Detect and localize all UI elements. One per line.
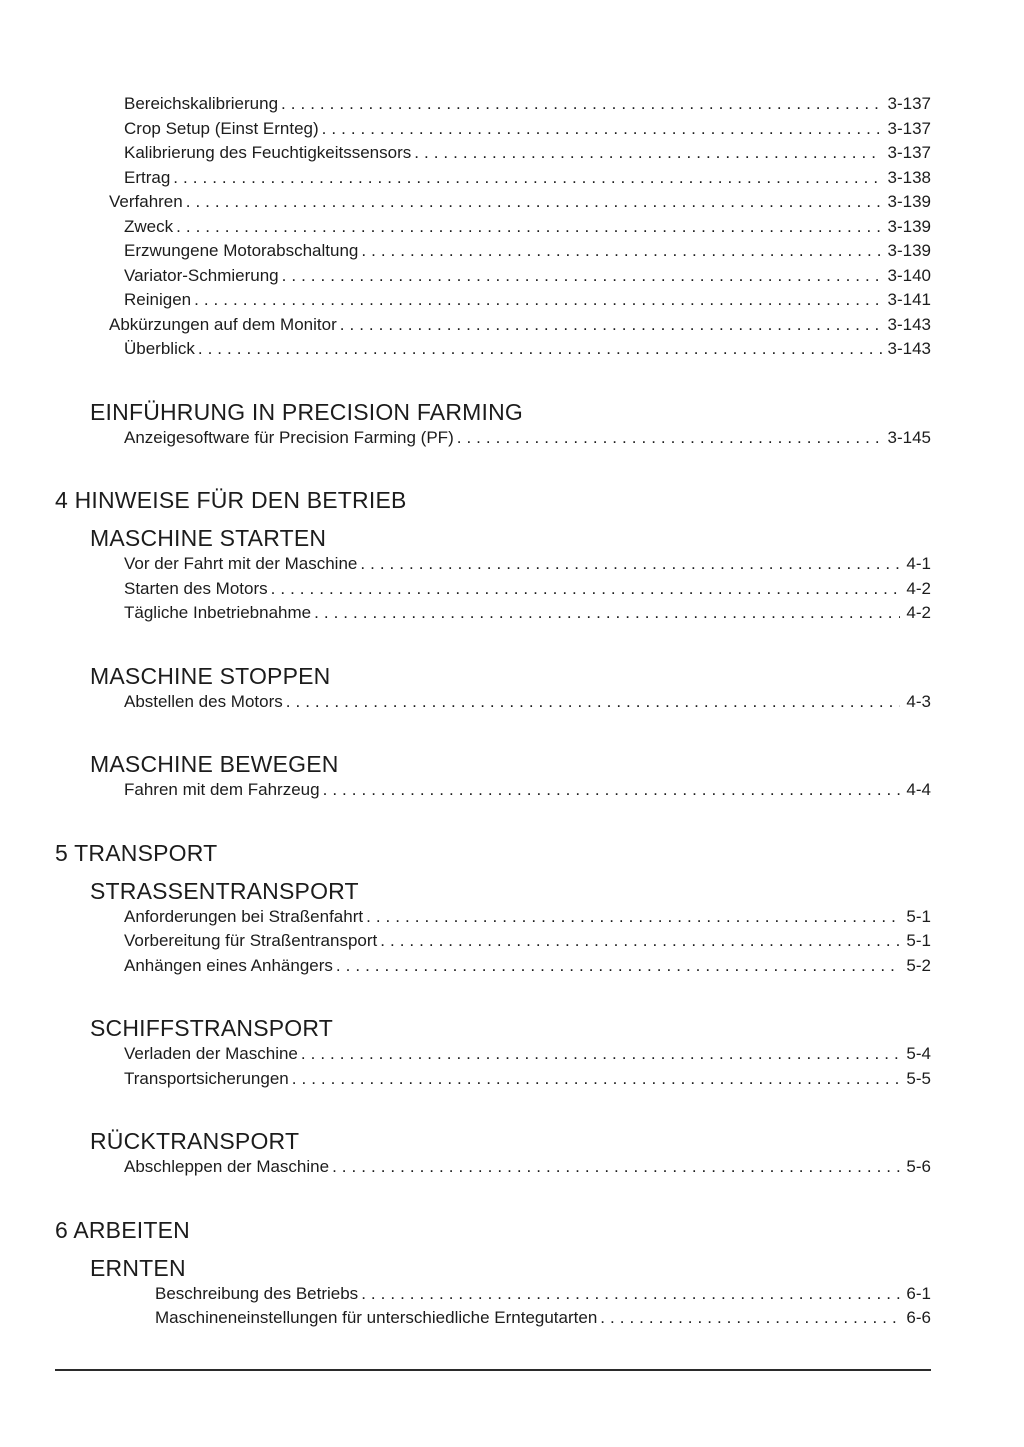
dot-leader <box>366 905 900 930</box>
dot-leader <box>198 337 882 362</box>
toc-entry-label: Abstellen des Motors <box>124 691 283 711</box>
dot-leader <box>173 166 881 191</box>
toc-entry-page: 5-1 <box>906 931 931 950</box>
toc-entry-label: Zweck <box>124 216 174 236</box>
dot-leader <box>414 141 881 166</box>
toc-entry-page: 4-4 <box>906 780 931 799</box>
toc-entry <box>124 264 931 289</box>
toc-entry-page: 3-139 <box>887 216 931 236</box>
toc-entry <box>124 690 931 715</box>
toc-entry-label: Erzwungene Motorabschaltung <box>124 241 359 260</box>
toc-entry <box>124 215 931 240</box>
toc-entry-label: Beschreibung des Betriebs <box>155 1283 359 1303</box>
toc-entry-page: 3-139 <box>887 192 931 211</box>
dot-leader <box>186 190 882 215</box>
toc-entry <box>124 288 931 313</box>
toc-entry-label: Anzeigesoftware für Precision Farming (PF) <box>124 427 454 447</box>
toc-entry-page: 6-1 <box>906 1283 931 1303</box>
toc-entry <box>124 1155 931 1180</box>
toc-section-heading: MASCHINE BEWEGEN <box>90 751 339 777</box>
toc-section-heading: SCHIFFSTRANSPORT <box>90 1015 334 1041</box>
toc-entry <box>124 117 931 142</box>
toc-entry <box>124 577 931 602</box>
toc-entry-label: Vor der Fahrt mit der Maschine <box>124 554 358 573</box>
toc-entry-page: 3-141 <box>887 290 931 309</box>
toc-entry-label: Verfahren <box>109 192 183 211</box>
dot-leader <box>361 239 881 264</box>
toc-entry-label: Bereichskalibrierung <box>124 94 279 113</box>
toc-entry <box>109 313 931 338</box>
toc-entry-label: Reinigen <box>124 290 192 309</box>
toc-entry-label: Transportsicherungen <box>124 1068 289 1088</box>
dot-leader <box>332 1155 900 1180</box>
toc-entry-label: Crop Setup (Einst Ernteg) <box>124 118 319 138</box>
toc-entry-page: 5-6 <box>906 1157 931 1176</box>
toc-entry-page: 4-3 <box>906 691 931 711</box>
toc-entry-label: Überblick <box>124 339 195 358</box>
toc-chapter-heading: 5 TRANSPORT <box>55 839 218 866</box>
toc-entry-label: Abschleppen der Maschine <box>124 1157 330 1176</box>
toc-entry-page: 6-6 <box>906 1308 931 1327</box>
dot-leader <box>380 929 900 954</box>
toc-entry <box>124 778 931 803</box>
dot-leader <box>194 288 881 313</box>
dot-leader <box>286 690 901 715</box>
dot-leader <box>292 1067 901 1092</box>
toc-entry <box>124 337 931 362</box>
dot-leader <box>336 954 901 979</box>
dot-leader <box>282 264 882 289</box>
toc-entry-page: 3-143 <box>887 339 931 358</box>
dot-leader <box>271 577 901 602</box>
toc-section-heading: RÜCKTRANSPORT <box>90 1128 300 1154</box>
toc-entry-page: 3-139 <box>887 241 931 260</box>
toc-entry-page: 4-1 <box>906 554 931 573</box>
toc-entry-label: Starten des Motors <box>124 578 268 598</box>
footer-rule <box>55 1369 931 1371</box>
toc-entry <box>124 552 931 577</box>
toc-entry-label: Maschineneinstellungen für unterschiedliche Erntegutarten <box>155 1308 598 1327</box>
toc-entry-page: 3-143 <box>887 314 931 334</box>
toc-entry <box>124 1067 931 1092</box>
toc-entry <box>124 166 931 191</box>
toc-entry <box>124 141 931 166</box>
toc-chapter-heading: 4 HINWEISE FÜR DEN BETRIEB <box>55 487 407 513</box>
toc-entry <box>124 92 931 117</box>
toc-entry-page: 4-2 <box>906 578 931 598</box>
toc-entry-label: Abkürzungen auf dem Monitor <box>109 314 337 334</box>
dot-leader <box>600 1306 900 1331</box>
toc-chapter-heading: 6 ARBEITEN <box>55 1216 190 1243</box>
table-of-contents <box>55 92 931 1331</box>
toc-entry <box>155 1282 931 1307</box>
toc-entry-label: Anforderungen bei Straßenfahrt <box>124 906 364 926</box>
dot-leader <box>457 426 882 451</box>
dot-leader <box>322 117 882 142</box>
toc-entry-page: 3-137 <box>887 94 931 113</box>
toc-entry <box>124 601 931 626</box>
toc-entry <box>109 190 931 215</box>
toc-entry-page: 5-2 <box>906 955 931 975</box>
toc-entry-page: 5-1 <box>906 906 931 926</box>
toc-entry-page: 4-2 <box>906 603 931 622</box>
toc-section-heading: MASCHINE STOPPEN <box>90 662 331 689</box>
toc-entry <box>124 239 931 264</box>
toc-entry <box>155 1306 931 1331</box>
dot-leader <box>301 1042 901 1067</box>
dot-leader <box>176 215 881 240</box>
toc-entry-label: Fahren mit dem Fahrzeug <box>124 780 320 799</box>
dot-leader <box>281 92 881 117</box>
toc-entry <box>124 929 931 954</box>
toc-entry <box>124 954 931 979</box>
toc-section-heading: MASCHINE STARTEN <box>90 525 327 551</box>
dot-leader <box>360 552 900 577</box>
toc-entry-label: Verladen der Maschine <box>124 1044 298 1063</box>
toc-section-heading: EINFÜHRUNG IN PRECISION FARMING <box>90 398 524 425</box>
toc-entry-label: Vorbereitung für Straßentransport <box>124 931 378 950</box>
dot-leader <box>323 778 901 803</box>
toc-entry <box>124 905 931 930</box>
toc-entry-label: Anhängen eines Anhängers <box>124 955 333 975</box>
toc-entry-label: Tägliche Inbetriebnahme <box>124 603 312 622</box>
toc-section-heading: STRASSENTRANSPORT <box>90 877 359 904</box>
toc-entry-page: 3-145 <box>887 427 931 447</box>
toc-entry-label: Variator-Schmierung <box>124 265 279 285</box>
dot-leader <box>361 1282 900 1307</box>
toc-entry-page: 3-137 <box>887 118 931 138</box>
toc-entry <box>124 1042 931 1067</box>
toc-entry-page: 5-4 <box>906 1044 931 1063</box>
toc-section-heading: ERNTEN <box>90 1254 186 1281</box>
dot-leader <box>340 313 882 338</box>
toc-entry-page: 3-138 <box>887 167 931 187</box>
toc-entry-label: Ertrag <box>124 167 171 187</box>
toc-entry-page: 3-137 <box>887 143 931 162</box>
toc-entry-label: Kalibrierung des Feuchtigkeitssensors <box>124 143 412 162</box>
toc-entry-page: 3-140 <box>887 265 931 285</box>
toc-entry-page: 5-5 <box>906 1068 931 1088</box>
dot-leader <box>314 601 900 626</box>
toc-entry <box>124 426 931 451</box>
